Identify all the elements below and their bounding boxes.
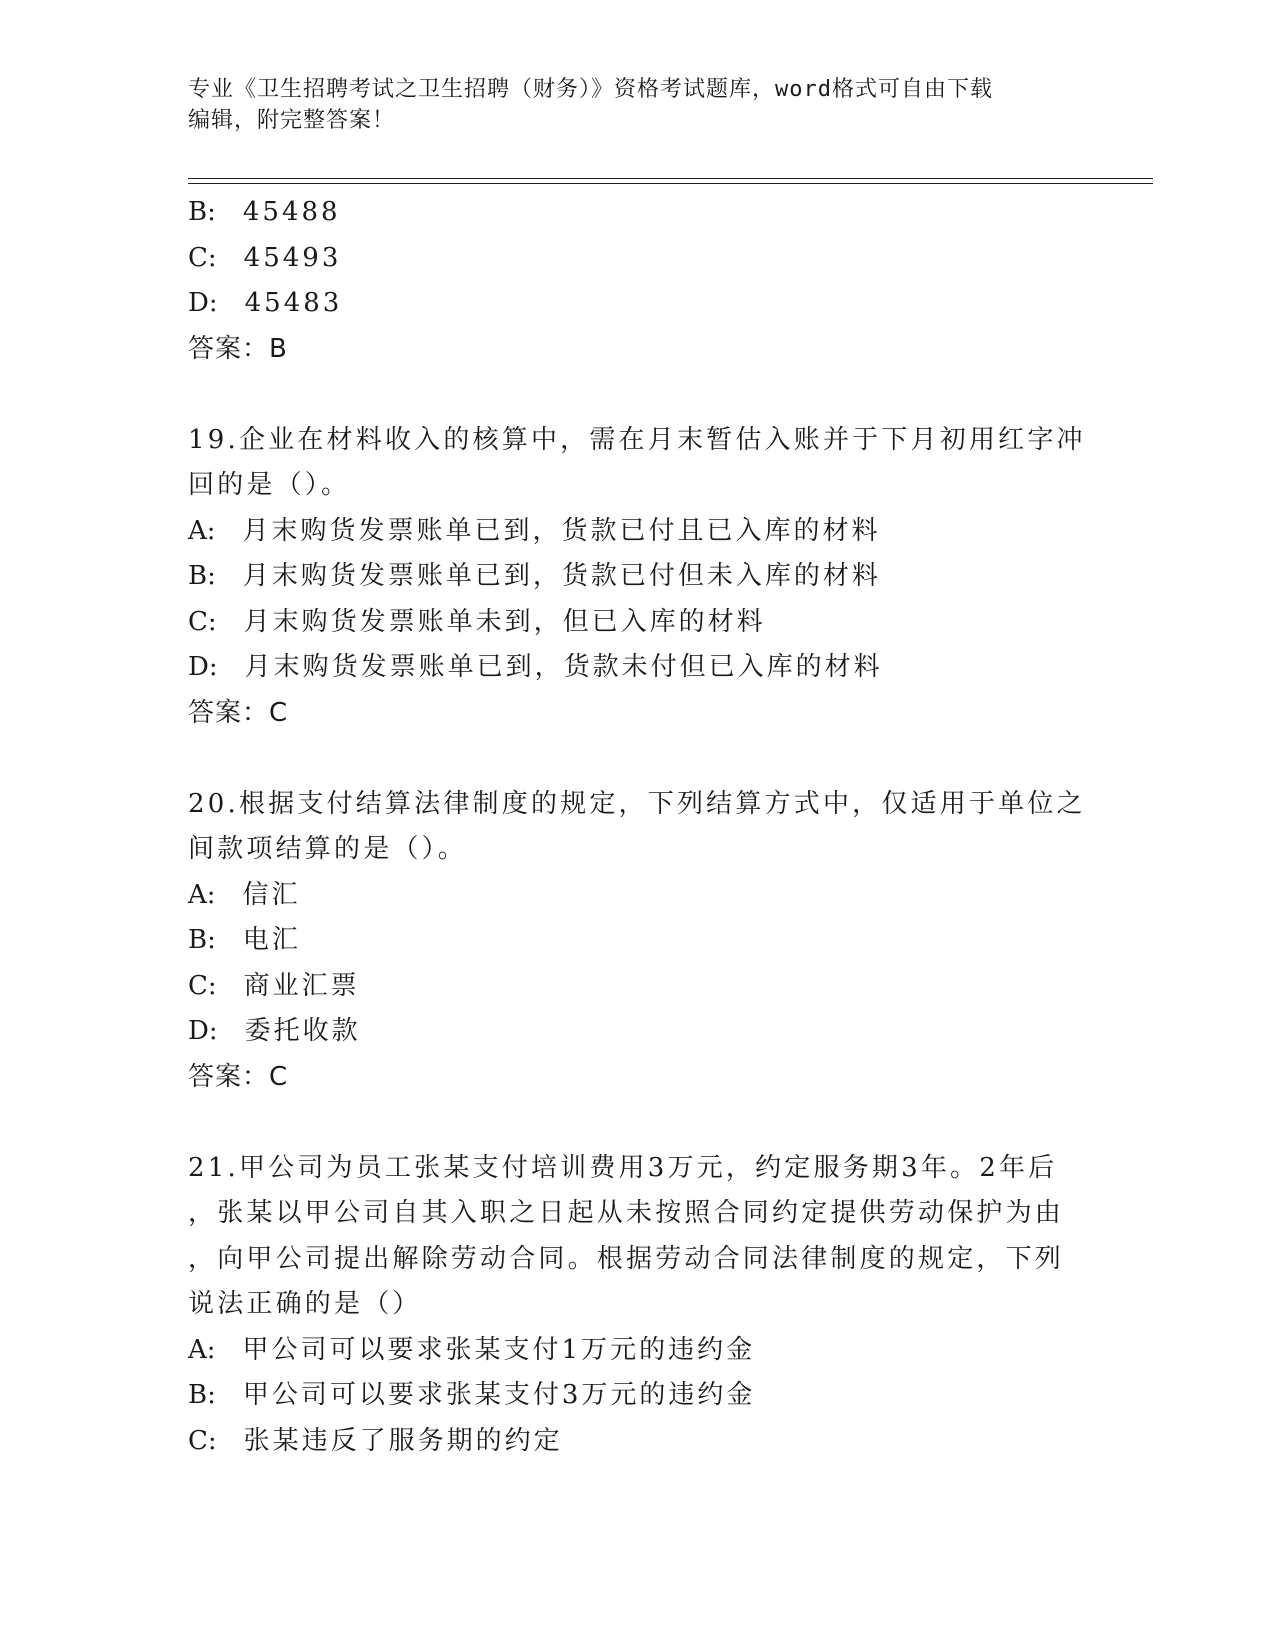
option-text: 甲公司可以要求张某支付1万元的违约金 xyxy=(242,1334,756,1365)
option-letter: A xyxy=(188,515,207,546)
option-d: D: 委托收款 xyxy=(188,1016,361,1046)
option-b: B: 电汇 xyxy=(188,925,301,955)
option-text: 月末购货发票账单已到，货款已付且已入库的材料 xyxy=(242,515,881,546)
option-letter: A xyxy=(188,1334,207,1365)
header-rule-top xyxy=(188,178,1153,179)
question-line: 回的是（）。 xyxy=(188,470,351,500)
option-text: 45493 xyxy=(243,242,342,273)
option-c: C: 月末购货发票账单未到，但已入库的材料 xyxy=(188,606,766,637)
header-line-2: 编辑，附完整答案！ xyxy=(188,108,396,133)
option-b: B: 月末购货发票账单已到，货款已付但未入库的材料 xyxy=(188,561,881,591)
option-letter: B xyxy=(188,925,208,955)
option-letter: C xyxy=(188,606,208,637)
option-text: 45483 xyxy=(244,288,343,318)
option-text: 商业汇票 xyxy=(243,970,360,1001)
header-rule-bottom xyxy=(188,183,1153,184)
question-line: 21.甲公司为员工张某支付培训费用3万元，约定服务期3年。2年后 xyxy=(188,1152,1058,1183)
option-letter: B xyxy=(188,197,208,227)
question-content xyxy=(188,190,1088,1464)
option-text: 张某违反了服务期的约定 xyxy=(243,1425,563,1456)
question-19 xyxy=(188,418,1088,737)
option-text: 月末购货发票账单已到，货款已付但未入库的材料 xyxy=(242,561,881,591)
question-line: 间款项结算的是（）。 xyxy=(188,834,468,864)
question-20 xyxy=(188,782,1088,1101)
question-line: 说法正确的是（） xyxy=(188,1289,422,1319)
option-text: 45488 xyxy=(242,197,341,227)
option-letter: D xyxy=(188,652,209,682)
option-text: 甲公司可以要求张某支付3万元的违约金 xyxy=(242,1380,756,1410)
question-stem xyxy=(188,1146,1065,1328)
option-letter: C xyxy=(188,242,208,273)
header-line-1: 专业《卫生招聘考试之卫生招聘（财务）》资格考试题库，word格式可自由下载 xyxy=(188,77,993,102)
option-b: B: 45488 xyxy=(188,197,341,227)
option-c: C: 张某违反了服务期的约定 xyxy=(188,1425,563,1456)
option-b: B: 甲公司可以要求张某支付3万元的违约金 xyxy=(188,1380,756,1410)
question-stem xyxy=(188,782,1086,873)
document-header xyxy=(188,74,1068,136)
option-a: A: 甲公司可以要求张某支付1万元的违约金 xyxy=(188,1334,756,1365)
answer-line: 答案：B xyxy=(188,333,288,364)
question-line: ，向甲公司提出解除劳动合同。根据劳动合同法律制度的规定，下列 xyxy=(188,1243,1065,1274)
option-text: 月末购货发票账单未到，但已入库的材料 xyxy=(243,606,766,637)
option-letter: A xyxy=(188,879,207,910)
option-letter: C xyxy=(188,970,208,1001)
option-d: D: 月末购货发票账单已到，货款未付但已入库的材料 xyxy=(188,652,883,682)
option-a: A: 月末购货发票账单已到，货款已付且已入库的材料 xyxy=(188,515,881,546)
answer-line: 答案：C xyxy=(188,1061,289,1092)
question-21 xyxy=(188,1146,1088,1465)
option-letter: D xyxy=(188,288,209,318)
question-line: 20.根据支付结算法律制度的规定，下列结算方式中，仅适用于单位之 xyxy=(188,788,1086,819)
option-c: C: 商业汇票 xyxy=(188,970,360,1001)
option-a: A: 信汇 xyxy=(188,879,301,910)
option-text: 信汇 xyxy=(242,879,301,910)
option-letter: D xyxy=(188,1016,209,1046)
question-stem xyxy=(188,418,1086,509)
question-line: ，张某以甲公司自其入职之日起从未按照合同约定提供劳动保护为由 xyxy=(188,1198,1065,1228)
option-letter: B xyxy=(188,1380,208,1410)
question-line: 19.企业在材料收入的核算中，需在月末暂估入账并于下月初用红字冲 xyxy=(188,424,1086,455)
option-c: C: 45493 xyxy=(188,242,342,273)
option-d: D: 45483 xyxy=(188,288,343,318)
option-text: 月末购货发票账单已到，货款未付但已入库的材料 xyxy=(244,652,883,682)
option-text: 委托收款 xyxy=(244,1016,361,1046)
option-letter: C xyxy=(188,1425,208,1456)
answer-line: 答案：C xyxy=(188,697,289,728)
continuation-block xyxy=(188,190,1088,372)
option-letter: B xyxy=(188,561,208,591)
option-text: 电汇 xyxy=(242,925,301,955)
